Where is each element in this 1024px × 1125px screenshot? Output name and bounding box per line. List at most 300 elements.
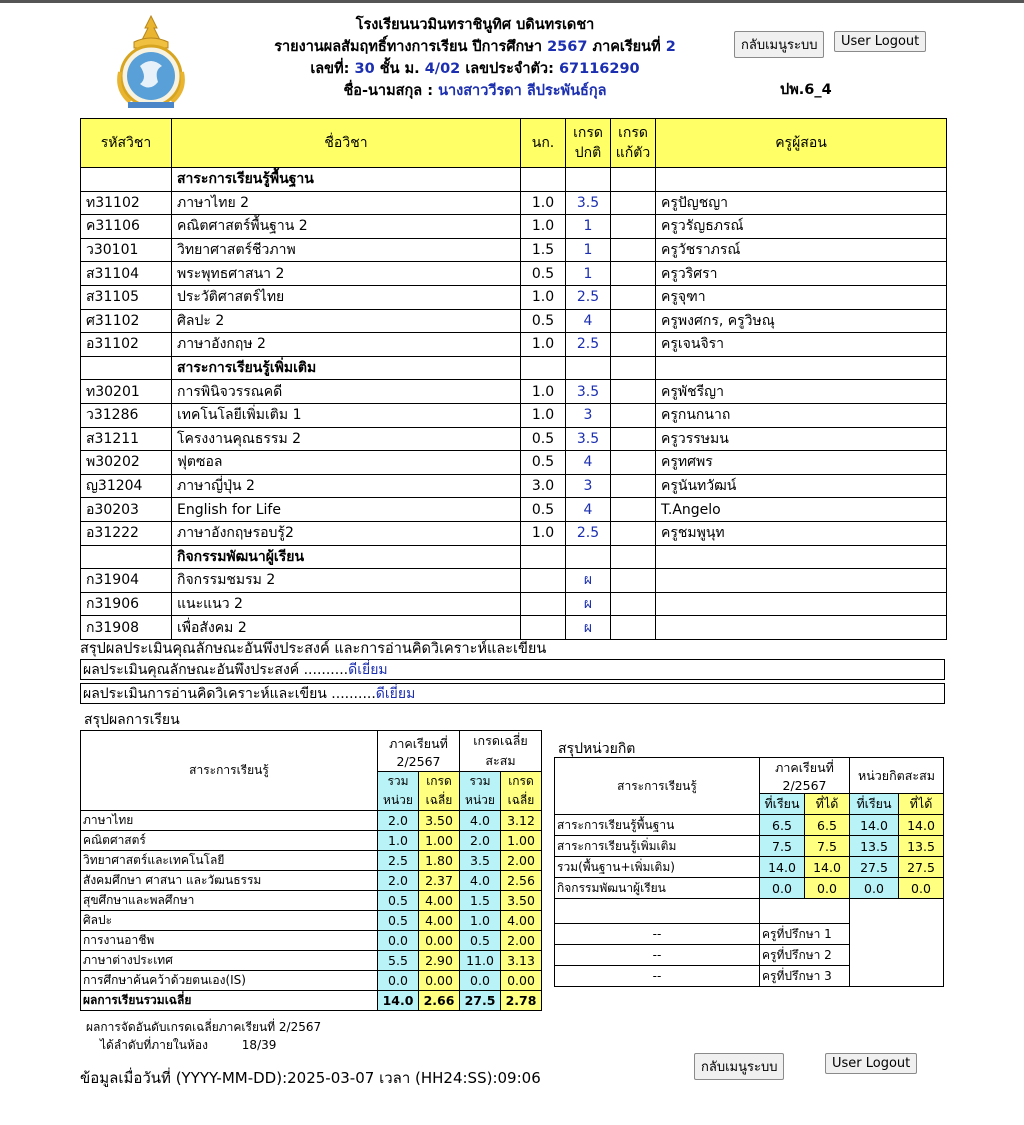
section-name: สาระการเรียนรู้เพิ่มเติม — [172, 356, 521, 380]
gs-cum-units: 4.0 — [460, 871, 501, 891]
subject-fix-grade — [611, 403, 656, 427]
gs-col-term: ภาคเรียนที่ 2/2567 — [378, 731, 460, 772]
gs-subject: ศิลปะ — [81, 911, 378, 931]
subject-code: อ31222 — [81, 521, 172, 545]
subject-grade: 1 — [566, 262, 611, 286]
subject-name: กิจกรรมชมรม 2 — [172, 569, 521, 593]
subject-credit: 1.5 — [521, 238, 566, 262]
section-empty-cell — [611, 168, 656, 192]
grades-summary-row — [81, 871, 542, 891]
units-summary-title: สรุปหน่วยกิต — [558, 741, 636, 757]
us-col-subject: สาระการเรียนรู้ — [555, 758, 760, 815]
subject-code: ก31908 — [81, 616, 172, 640]
subject-grade: ผ — [566, 616, 611, 640]
grades-summary-row — [81, 951, 542, 971]
subject-credit: 1.0 — [521, 191, 566, 215]
subject-fix-grade — [611, 474, 656, 498]
subject-grade: 1 — [566, 215, 611, 239]
subject-credit: 0.5 — [521, 262, 566, 286]
units-spacer-cell — [555, 899, 760, 924]
student-number: 30 — [354, 61, 375, 77]
col-fix-line1: เกรด — [618, 125, 648, 141]
section-name: สาระการเรียนรู้พื้นฐาน — [172, 168, 521, 192]
gs-cum-gpa: 3.13 — [501, 951, 542, 971]
units-row — [555, 836, 944, 857]
gs-subject: สุขศึกษาและพลศึกษา — [81, 891, 378, 911]
subject-teacher: ครูปัญชญา — [656, 191, 947, 215]
us-col-term: ภาคเรียนที่ 2/2567 — [760, 758, 850, 794]
us-got: 14.0 — [805, 857, 850, 878]
subject-name: ประวัติศาสตร์ไทย — [172, 285, 521, 309]
units-empty-block — [850, 899, 944, 987]
advisor-label: ครูที่ปรึกษา 1 — [760, 924, 850, 945]
us-subject: รวม(พื้นฐาน+เพิ่มเติม) — [555, 857, 760, 878]
section-code-cell — [81, 545, 172, 569]
us-col-got: ที่ได้ — [805, 794, 850, 815]
name-label: ชื่อ-นามสกุล : — [343, 83, 433, 99]
subject-name: วิทยาศาสตร์ชีวภาพ — [172, 238, 521, 262]
subject-code: ท30201 — [81, 380, 172, 404]
subject-row — [81, 215, 947, 239]
number-label: เลขที่: — [310, 61, 350, 77]
form-code: ปพ.6_4 — [780, 82, 832, 98]
section-empty-cell — [611, 356, 656, 380]
rank-info — [86, 1018, 321, 1054]
col-grade — [566, 119, 611, 168]
us-studied: 6.5 — [760, 815, 805, 836]
subject-code: ค31106 — [81, 215, 172, 239]
reading-writing-value: ดีเยี่ยม — [375, 686, 416, 702]
subject-grade: ผ — [566, 569, 611, 593]
subject-teacher: ครูเจนจิรา — [656, 333, 947, 357]
subject-row — [81, 592, 947, 616]
us-cum-studied: 0.0 — [850, 878, 899, 899]
us-cum-studied: 14.0 — [850, 815, 899, 836]
section-empty-cell — [566, 545, 611, 569]
subject-name: เพื่อสังคม 2 — [172, 616, 521, 640]
back-to-menu-button[interactable]: กลับเมนูระบบ — [734, 31, 824, 58]
grade-table-header — [81, 119, 947, 168]
data-timestamp: ข้อมูลเมื่อวันที่ (YYYY-MM-DD):2025-03-07 เวลา (HH24:SS):09:06 — [80, 1069, 541, 1087]
subject-credit: 0.5 — [521, 427, 566, 451]
grades-summary-row — [81, 971, 542, 991]
subject-grade: 1 — [566, 238, 611, 262]
gs-cum-gpa: 0.00 — [501, 971, 542, 991]
subject-code: ว31286 — [81, 403, 172, 427]
grades-summary-table — [80, 730, 542, 1011]
gs-subject: ภาษาต่างประเทศ — [81, 951, 378, 971]
subject-teacher: ครูพงศกร, ครูวิษณุ — [656, 309, 947, 333]
subject-credit — [521, 592, 566, 616]
grades-summary-row — [81, 831, 542, 851]
subject-teacher: ครูวรรษมน — [656, 427, 947, 451]
advisor-label: ครูที่ปรึกษา 3 — [760, 966, 850, 987]
subject-name: ภาษาญี่ปุ่น 2 — [172, 474, 521, 498]
section-empty-cell — [521, 545, 566, 569]
subject-row — [81, 403, 947, 427]
subject-fix-grade — [611, 616, 656, 640]
section-empty-cell — [611, 545, 656, 569]
rank-label: ได้ลำดับที่ภายในห้อง — [100, 1038, 208, 1052]
subject-code: อ31102 — [81, 333, 172, 357]
subject-row — [81, 309, 947, 333]
subject-fix-grade — [611, 285, 656, 309]
subject-teacher: ครูวรัญธภรณ์ — [656, 215, 947, 239]
academic-year: 2567 — [547, 39, 588, 55]
gs-subject: การศึกษาค้นคว้าด้วยตนเอง(IS) — [81, 971, 378, 991]
subject-name: เทคโนโลยีเพิ่มเติม 1 — [172, 403, 521, 427]
subject-row — [81, 569, 947, 593]
gs-subject: การงานอาชีพ — [81, 931, 378, 951]
rank-line-1: ผลการจัดอันดับเกรดเฉลี่ยภาคเรียนที่ 2/2567 — [86, 1020, 322, 1034]
gs-cum-gpa: 2.00 — [501, 931, 542, 951]
us-studied: 0.0 — [760, 878, 805, 899]
subject-name: ภาษาไทย 2 — [172, 191, 521, 215]
gs-cum-gpa: 4.00 — [501, 911, 542, 931]
grades-summary-row — [81, 811, 542, 831]
col-credit: นก. — [521, 119, 566, 168]
us-cum-studied: 27.5 — [850, 857, 899, 878]
subject-fix-grade — [611, 427, 656, 451]
subject-code: ส31105 — [81, 285, 172, 309]
subject-credit: 0.5 — [521, 498, 566, 522]
section-name: กิจกรรมพัฒนาผู้เรียน — [172, 545, 521, 569]
subject-row — [81, 380, 947, 404]
subject-teacher — [656, 592, 947, 616]
us-cum-got: 27.5 — [899, 857, 944, 878]
section-empty-cell — [656, 168, 947, 192]
subject-name: พระพุทธศาสนา 2 — [172, 262, 521, 286]
subject-grade: 4 — [566, 498, 611, 522]
subject-grade: 4 — [566, 451, 611, 475]
us-subject: สาระการเรียนรู้เพิ่มเติม — [555, 836, 760, 857]
subject-fix-grade — [611, 333, 656, 357]
subject-credit: 1.0 — [521, 521, 566, 545]
gs-cum-gpa: 3.50 — [501, 891, 542, 911]
grades-summary-total-row — [81, 991, 542, 1011]
subject-credit: 0.5 — [521, 309, 566, 333]
subject-fix-grade — [611, 215, 656, 239]
section-row — [81, 168, 947, 192]
gs-units: 1.0 — [378, 831, 419, 851]
gs-cum-units: 11.0 — [460, 951, 501, 971]
subject-fix-grade — [611, 309, 656, 333]
advisor-name: -- — [555, 924, 760, 945]
grade-table — [80, 118, 947, 640]
gs-units: 0.5 — [378, 911, 419, 931]
col-grade-line2: ปกติ — [574, 145, 602, 161]
grades-summary-title: สรุปผลการเรียน — [84, 712, 180, 728]
units-summary-table — [554, 757, 944, 987]
section-empty-cell — [566, 168, 611, 192]
subject-name: แนะแนว 2 — [172, 592, 521, 616]
subject-row — [81, 451, 947, 475]
grades-summary-row — [81, 851, 542, 871]
units-row — [555, 878, 944, 899]
subject-grade: 2.5 — [566, 285, 611, 309]
subject-code: พ30202 — [81, 451, 172, 475]
subject-name: ภาษาอังกฤษ 2 — [172, 333, 521, 357]
gs-cum-gpa: 1.00 — [501, 831, 542, 851]
subject-name: การพินิจวรรณคดี — [172, 380, 521, 404]
school-name: โรงเรียนนวมินทราชินูทิศ บดินทรเดชา — [355, 17, 595, 33]
subject-name: ภาษาอังกฤษรอบรู้2 — [172, 521, 521, 545]
subject-code: ก31906 — [81, 592, 172, 616]
subject-credit — [521, 569, 566, 593]
subject-row — [81, 262, 947, 286]
subject-grade: 2.5 — [566, 521, 611, 545]
gs-units: 14.0 — [378, 991, 419, 1011]
subject-teacher: ครูกนกนาถ — [656, 403, 947, 427]
subject-credit: 0.5 — [521, 451, 566, 475]
gs-col-cumulative: เกรดเฉลี่ยสะสม — [460, 731, 542, 772]
col-teacher: ครูผู้สอน — [656, 119, 947, 168]
gs-subject: วิทยาศาสตร์และเทคโนโลยี — [81, 851, 378, 871]
advisor-name: -- — [555, 945, 760, 966]
id-label: เลขประจำตัว: — [465, 61, 554, 77]
subject-teacher: ครูจุฑา — [656, 285, 947, 309]
subject-code: อ30203 — [81, 498, 172, 522]
section-code-cell — [81, 168, 172, 192]
subject-fix-grade — [611, 451, 656, 475]
gs-gpa: 2.37 — [419, 871, 460, 891]
gs-units: 2.0 — [378, 871, 419, 891]
col-code: รหัสวิชา — [81, 119, 172, 168]
gs-gpa: 4.00 — [419, 911, 460, 931]
subject-grade: 3.5 — [566, 191, 611, 215]
subject-grade: ผ — [566, 592, 611, 616]
subject-fix-grade — [611, 238, 656, 262]
subject-row — [81, 333, 947, 357]
us-cum-got: 0.0 — [899, 878, 944, 899]
term-prefix: ภาคเรียนที่ — [592, 39, 661, 55]
subject-teacher: ครูนันทวัฒน์ — [656, 474, 947, 498]
section-empty-cell — [656, 545, 947, 569]
subject-grade: 2.5 — [566, 333, 611, 357]
subject-name: ศิลปะ 2 — [172, 309, 521, 333]
subject-teacher: ครูวริศรา — [656, 262, 947, 286]
subject-name: ฟุตซอล — [172, 451, 521, 475]
subject-credit: 3.0 — [521, 474, 566, 498]
gs-gpa: 1.80 — [419, 851, 460, 871]
subject-grade: 3.5 — [566, 380, 611, 404]
back-to-menu-button-bottom[interactable]: กลับเมนูระบบ — [694, 1053, 784, 1080]
us-col-studied: ที่เรียน — [760, 794, 805, 815]
col-fix-line2: แก้ตัว — [615, 145, 651, 161]
us-studied: 7.5 — [760, 836, 805, 857]
gs-subject: ภาษาไทย — [81, 811, 378, 831]
us-got: 6.5 — [805, 815, 850, 836]
class-value: 4/02 — [424, 61, 461, 77]
subject-credit: 1.0 — [521, 403, 566, 427]
subject-code: ศ31102 — [81, 309, 172, 333]
subject-credit: 1.0 — [521, 380, 566, 404]
subject-row — [81, 427, 947, 451]
user-logout-button-bottom[interactable]: User Logout — [825, 1053, 917, 1074]
section-row — [81, 545, 947, 569]
section-code-cell — [81, 356, 172, 380]
subject-grade: 4 — [566, 309, 611, 333]
gs-cum-gpa: 2.56 — [501, 871, 542, 891]
subject-row — [81, 616, 947, 640]
subject-teacher — [656, 616, 947, 640]
grades-summary-row — [81, 891, 542, 911]
gs-cum-units: 1.0 — [460, 911, 501, 931]
report-header — [240, 14, 710, 102]
subject-fix-grade — [611, 521, 656, 545]
units-head-1 — [555, 758, 944, 794]
subject-teacher — [656, 569, 947, 593]
subject-code: ก31904 — [81, 569, 172, 593]
grades-summary-row — [81, 931, 542, 951]
us-cum-got: 13.5 — [899, 836, 944, 857]
student-id: 67116290 — [558, 61, 640, 77]
report-title — [240, 36, 710, 58]
section-empty-cell — [521, 168, 566, 192]
gs-cum-units: 0.0 — [460, 971, 501, 991]
student-info-line — [240, 58, 710, 80]
us-col-cumulative: หน่วยกิตสะสม — [850, 758, 944, 794]
gs-units: 5.5 — [378, 951, 419, 971]
gs-cum-units: 0.5 — [460, 931, 501, 951]
gs-subject: คณิตศาสตร์ — [81, 831, 378, 851]
subject-teacher: T.Angelo — [656, 498, 947, 522]
advisor-label: ครูที่ปรึกษา 2 — [760, 945, 850, 966]
school-logo — [110, 12, 192, 110]
subject-name: โครงงานคุณธรรม 2 — [172, 427, 521, 451]
us-got: 0.0 — [805, 878, 850, 899]
subject-code: ว30101 — [81, 238, 172, 262]
gs-cum-units: 4.0 — [460, 811, 501, 831]
subject-grade: 3.5 — [566, 427, 611, 451]
gs-col-gpa: เกรดเฉลี่ย — [419, 772, 460, 811]
rank-line-2 — [86, 1036, 321, 1054]
section-empty-cell — [656, 356, 947, 380]
section-empty-cell — [566, 356, 611, 380]
gs-gpa: 1.00 — [419, 831, 460, 851]
subject-row — [81, 474, 947, 498]
subject-name: คณิตศาสตร์พื้นฐาน 2 — [172, 215, 521, 239]
subject-name: English for Life — [172, 498, 521, 522]
gs-subject: ผลการเรียนรวมเฉลี่ย — [81, 991, 378, 1011]
subject-credit: 1.0 — [521, 285, 566, 309]
gs-subject: สังคมศึกษา ศาสนา และวัฒนธรรม — [81, 871, 378, 891]
subject-teacher: ครูวัชราภรณ์ — [656, 238, 947, 262]
us-col-cum-studied: ที่เรียน — [850, 794, 899, 815]
gs-gpa: 2.66 — [419, 991, 460, 1011]
gs-units: 2.0 — [378, 811, 419, 831]
subject-teacher: ครูทศพร — [656, 451, 947, 475]
subject-row — [81, 285, 947, 309]
gs-cum-units: 27.5 — [460, 991, 501, 1011]
gs-cum-gpa: 2.78 — [501, 991, 542, 1011]
desired-characteristics-label: ผลประเมินคุณลักษณะอันพึงประสงค์ .......... — [83, 662, 349, 678]
gs-gpa: 3.50 — [419, 811, 460, 831]
subject-row — [81, 191, 947, 215]
subject-fix-grade — [611, 569, 656, 593]
gs-col-units: รวมหน่วย — [378, 772, 419, 811]
user-logout-button[interactable]: User Logout — [834, 31, 926, 52]
units-row — [555, 815, 944, 836]
gs-units: 0.0 — [378, 971, 419, 991]
subject-teacher: ครูพัชรีญา — [656, 380, 947, 404]
units-spacer-row — [555, 899, 944, 924]
subject-code: ญ31204 — [81, 474, 172, 498]
subject-fix-grade — [611, 498, 656, 522]
us-cum-studied: 13.5 — [850, 836, 899, 857]
desired-characteristics-value: ดีเยี่ยม — [348, 662, 388, 678]
gs-col-cum-units: รวมหน่วย — [460, 772, 501, 811]
gs-col-subject: สาระการเรียนรู้ — [81, 731, 378, 811]
gs-units: 0.0 — [378, 931, 419, 951]
gs-cum-units: 1.5 — [460, 891, 501, 911]
reading-writing-row — [80, 683, 945, 704]
subject-fix-grade — [611, 191, 656, 215]
col-subject-name: ชื่อวิชา — [172, 119, 521, 168]
report-title-prefix: รายงานผลสัมฤทธิ์ทางการเรียน ปีการศึกษา — [274, 39, 543, 55]
gs-gpa: 4.00 — [419, 891, 460, 911]
subject-row — [81, 238, 947, 262]
term-number: 2 — [665, 39, 676, 55]
col-fix-grade — [611, 119, 656, 168]
us-col-cum-got: ที่ได้ — [899, 794, 944, 815]
student-name: นางสาววีรดา ลีประพันธ์กุล — [438, 83, 607, 99]
class-label: ชั้น ม. — [379, 61, 420, 77]
us-subject: กิจกรรมพัฒนาผู้เรียน — [555, 878, 760, 899]
section-row — [81, 356, 947, 380]
rank-value: 18/39 — [241, 1038, 277, 1052]
gs-cum-gpa: 2.00 — [501, 851, 542, 871]
gs-gpa: 0.00 — [419, 931, 460, 951]
subject-code: ส31211 — [81, 427, 172, 451]
grades-summary-head-1 — [81, 731, 542, 772]
col-grade-line1: เกรด — [573, 125, 603, 141]
us-studied: 14.0 — [760, 857, 805, 878]
assessment-title: สรุปผลประเมินคุณลักษณะอันพึงประสงค์ และการอ่านคิดวิเคราะห์และเขียน — [80, 641, 547, 657]
subject-code: ท31102 — [81, 191, 172, 215]
us-cum-got: 14.0 — [899, 815, 944, 836]
subject-grade: 3 — [566, 474, 611, 498]
gs-cum-units: 3.5 — [460, 851, 501, 871]
subject-credit — [521, 616, 566, 640]
gs-gpa: 2.90 — [419, 951, 460, 971]
subject-credit: 1.0 — [521, 215, 566, 239]
desired-characteristics-row — [80, 659, 945, 680]
subject-grade: 3 — [566, 403, 611, 427]
section-empty-cell — [521, 356, 566, 380]
us-got: 7.5 — [805, 836, 850, 857]
units-row — [555, 857, 944, 878]
grades-summary-row — [81, 911, 542, 931]
top-border — [0, 0, 1024, 3]
subject-fix-grade — [611, 592, 656, 616]
advisor-name: -- — [555, 966, 760, 987]
reading-writing-label: ผลประเมินการอ่านคิดวิเคราะห์และเขียน .......... — [83, 686, 376, 702]
gs-gpa: 0.00 — [419, 971, 460, 991]
gs-units: 2.5 — [378, 851, 419, 871]
subject-fix-grade — [611, 262, 656, 286]
gs-cum-units: 2.0 — [460, 831, 501, 851]
units-spacer-cell — [760, 899, 850, 924]
us-subject: สาระการเรียนรู้พื้นฐาน — [555, 815, 760, 836]
subject-teacher: ครูชมพูนุท — [656, 521, 947, 545]
gs-units: 0.5 — [378, 891, 419, 911]
subject-credit: 1.0 — [521, 333, 566, 357]
subject-fix-grade — [611, 380, 656, 404]
gs-cum-gpa: 3.12 — [501, 811, 542, 831]
student-name-line — [240, 80, 710, 102]
subject-row — [81, 498, 947, 522]
